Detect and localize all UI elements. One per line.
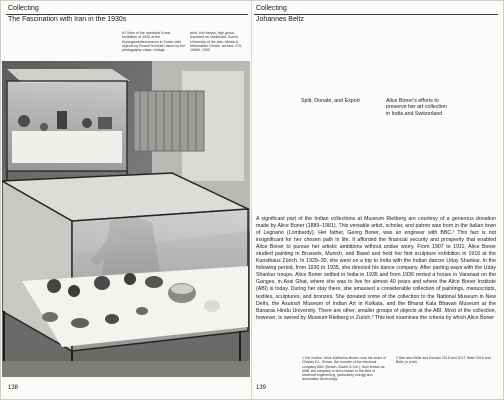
right-running-head: Collecting xyxy=(256,5,287,12)
section-deck xyxy=(386,98,496,117)
section-deck-line-2: preserve her art collection xyxy=(386,104,447,111)
footnote-1: 1 Her mother, Alice-Katharina Brown, was the sister of Charles E.L. Brown, the founder of the electrical company BBC (Brown, Boveri & Cie.). Now known as ABB, the company is still a leader in the field of electrical engineering, particularly energy and automation technology. xyxy=(302,356,386,382)
photo-caption: #1 View of the Iranische Kunst exhibition of 1935 at the Kunstgewerbemuseum in Zurich with objects by Rudolf Schmidt, taken by the photography class, vintage xyxy=(122,31,186,53)
footnote-2: 2 See also Beltz and Korashi 2018 and 2017; Beltz 2016 and Beltz (n print). xyxy=(396,356,491,365)
exhibition-photo xyxy=(2,61,250,377)
left-running-head: Collecting xyxy=(8,5,39,12)
gutter xyxy=(251,0,252,400)
article-body: A significant part of the Indian collections at Museum Rietberg are courtesy of a generous donation made by Alice Boner (1889–1981). This versatile artist, scholar, and patron was born in the Italian town of Legnano (Lombardy). Her father, Georg Boner, was an engineer with BBC.¹ This fact is not insignificant for her chosen path in life. It afforded the financial security and prosperity that enabled Alice Boner to pursue her artistic ambitions without undue worry. From 1907 to 1911, Alice Boner studied painting in Brussels, Munich, and Basel and held her first sculpture exhibition in 1916 at the Kunsthaus Zürich. In 1929–30, she went on a trip to India with the Indian dancer Uday Shankar. In the following period, from 1930 to 1935, she directed his dance company. After parting ways with the Uday Shankar troupe, Alice Boner settled in India in 1935 and from 1936 rented a house in Varanasi on the Ganges, in Assi Ghat, where she was to live for almost 40 years and where the Alice Boner Institute (ABI) is today. During her stay there, she amassed a considerable collection of paintings, manuscripts, textiles, sculptures, and bronzes. She donated some of the collection to the National Museum in New Delhi, the Asutosh Museum of Indian Art in Kolkata, and the Bharat Kala Bhavan Museum at the Banaras Hindu University. There are other, smaller groups of objects at the ABI. Most of the collection, however, is owned by Museum Rietberg in Zurich.² This text examines the criteria by which Alice Boner xyxy=(256,216,496,321)
right-page-number: 139 xyxy=(256,385,267,391)
exhibition-photo-image xyxy=(2,61,250,377)
author-name: Johannes Beltz xyxy=(256,16,304,23)
right-header-rule xyxy=(254,14,498,15)
photo-caption-continued: print, b/w baryta, high gloss, mounted on cardboard, Zurich University of the Arts, Media & Information Centre, archive, ICS-10664, 1935 xyxy=(190,31,243,53)
section-deck-line-1: Alice Boner's efforts to xyxy=(386,98,439,104)
section-subhead: Split, Donate, and Export xyxy=(301,98,360,104)
left-page-number: 138 xyxy=(8,385,19,391)
left-header-rule xyxy=(6,14,248,15)
section-deck-line-3: in India and Switzerland xyxy=(386,110,443,117)
chapter-title: The Fascination with Iran in the 1930s xyxy=(8,16,127,23)
